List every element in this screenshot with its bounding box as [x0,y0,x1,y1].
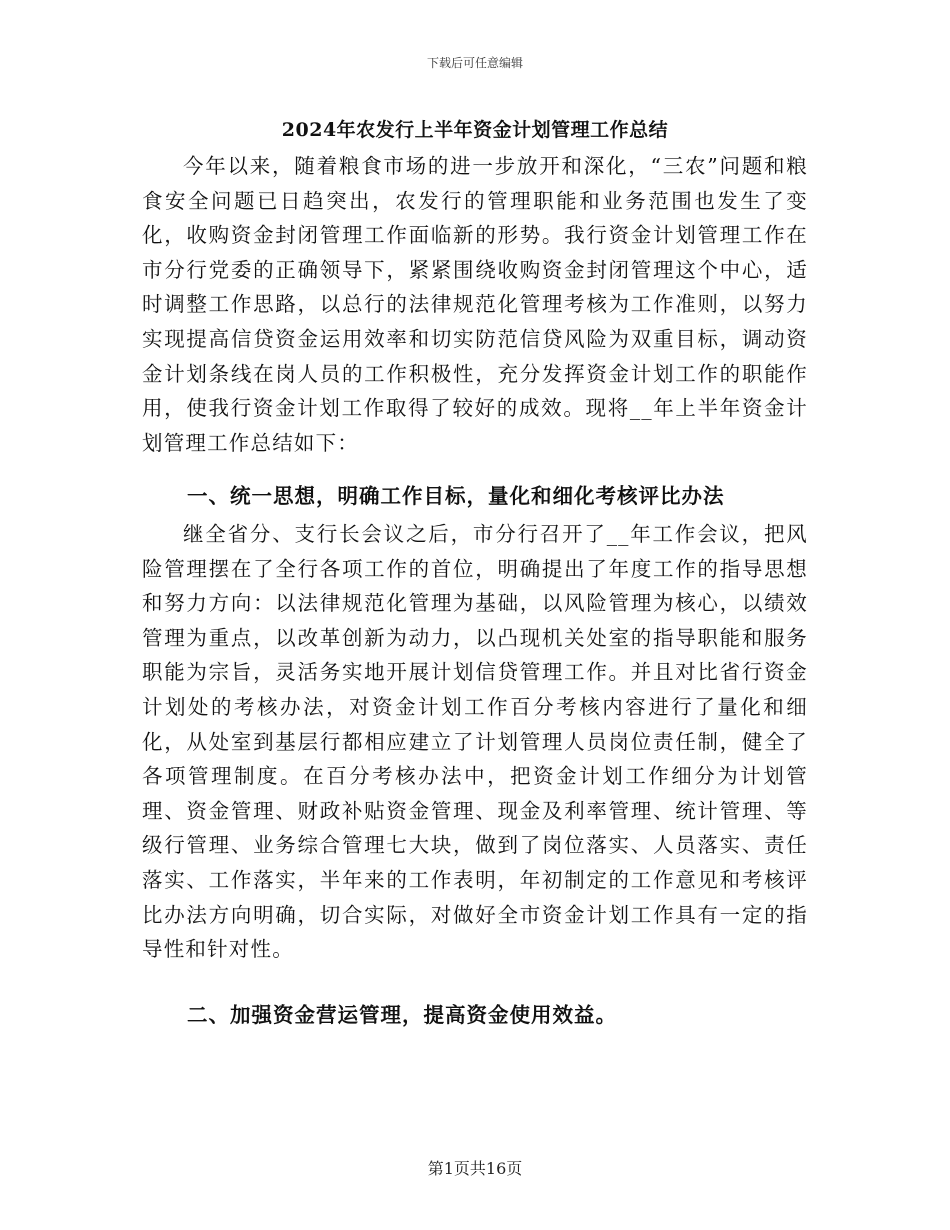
section-2-heading: 二、加强资金营运管理，提高资金使用效益。 [187,1003,617,1027]
section-1-paragraph: 继全省分、支行长会议之后，市分行召开了__年工作会议，把风险管理摆在了全行各项工作的首位，明确提出了年度工作的指导思想和努力方向：以法律规范化管理为基础，以风险管理为核心，以绩效管理为重点，以改革创新为动力，以凸现机关处室的指导职能和服务职能为宗旨，灵活务实地开展计划信贷管理工作。并且对比省行资金计划处的考核办法，对资金计划工作百分考核内容进行了量化和细化，从处室到基层行都相应建立了计划管理人员岗位责任制，健全了各项管理制度。在百分考核办法中，把资金计划工作细分为计划管理、资金管理、财政补贴资金管理、现金及利率管理、统计管理、等级行管理、业务综合管理七大块，做到了岗位落实、人员落实、责任落实、工作落实，半年来的工作表明，年初制定的工作意见和考核评比办法方向明确，切合实际，对做好全市资金计划工作具有一定的指导性和针对性。 [142,522,808,962]
section-1-heading: 一、统一思想，明确工作目标，量化和细化考核评比办法 [187,484,725,508]
intro-paragraph: 今年以来，随着粮食市场的进一步放开和深化，“三农”问题和粮食安全问题已日趋突出，农发行的管理职能和业务范围也发生了变化，收购资金封闭管理工作面临新的形势。我行资金计划管理工作在市分行党委的正确领导下，紧紧围绕收购资金封闭管理这个中心，适时调整工作思路，以总行的法律规范化管理考核为工作准则，以努力实现提高信贷资金运用效率和切实防范信贷风险为双重目标，调动资金计划条线在岗人员的工作积极性，充分发挥资金计划工作的职能作用，使我行资金计划工作取得了较好的成效。现将__年上半年资金计划管理工作总结如下： [142,154,808,455]
page-header-note: 下载后可任意编辑 [426,56,523,70]
document-title: 2024年农发行上半年资金计划管理工作总结 [281,119,669,141]
page-number: 第1页共16页 [427,1159,523,1178]
